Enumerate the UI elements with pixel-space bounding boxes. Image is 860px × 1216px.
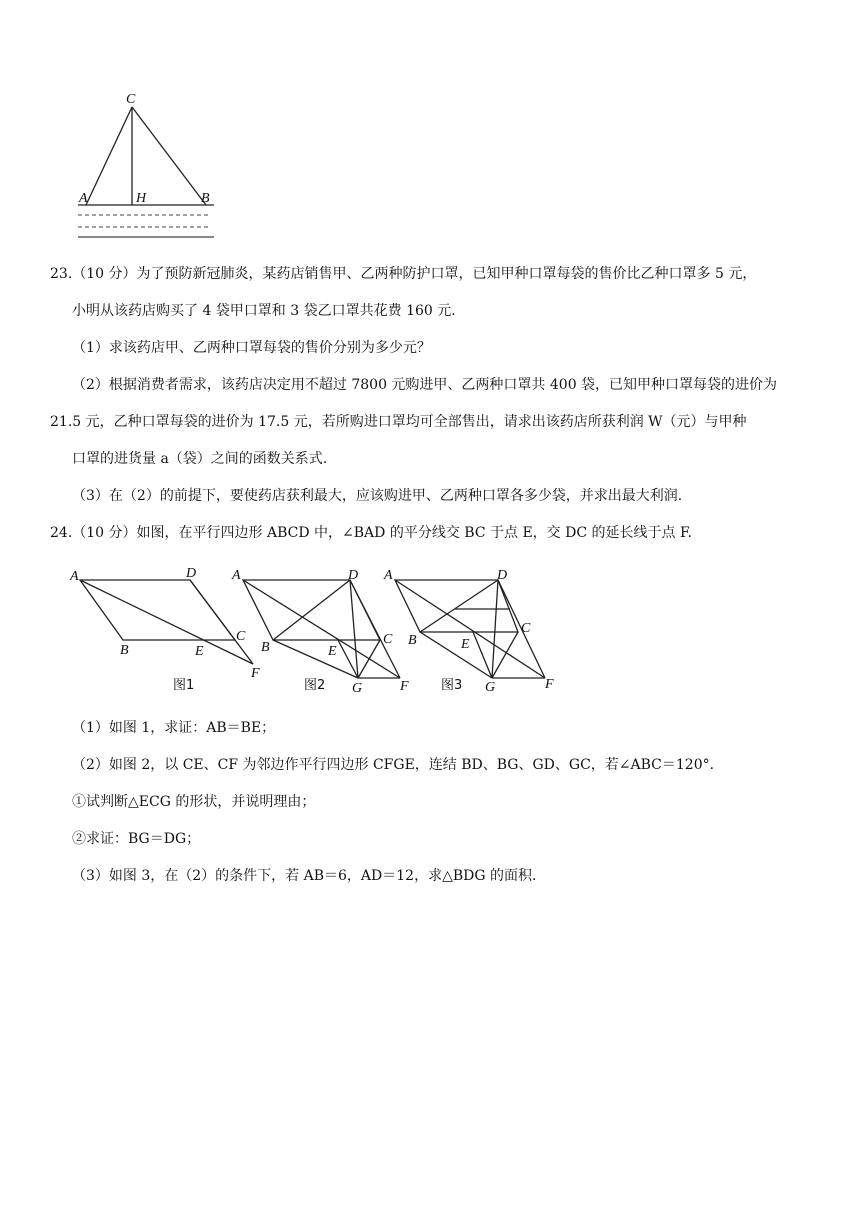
fig2-label-d: D (348, 568, 359, 583)
label-b: B (201, 191, 210, 206)
q23-line-1 (50, 265, 756, 283)
fig1-caption: 图1 (173, 678, 195, 693)
fig3-label-b: B (408, 633, 417, 648)
fig3-caption: 图3 (441, 678, 463, 693)
q24-number: 24. (50, 525, 73, 541)
label-c: C (126, 92, 136, 107)
fig2-label-f: F (400, 679, 409, 694)
fig1-label-c: C (236, 629, 246, 644)
q23-part-2-line-2: 21.5 元，乙种口罩每袋的进价为 17.5 元，若所购进口罩均可全部售出，请求出该药店所获利润 W（元）与甲种 (50, 414, 747, 430)
fig1-label-a: A (70, 569, 79, 584)
fig1-label-f: F (251, 666, 260, 681)
q24-part-3: （3）如图 3，在（2）的条件下，若 AB＝6，AD＝12，求△BDG 的面积. (72, 868, 537, 884)
fig2-label-e: E (328, 644, 337, 659)
q23-part-1: （1）求该药店甲、乙两种口罩每袋的售价分别为多少元？ (72, 340, 431, 356)
q23-part-2-line-3: 口罩的进货量 a（袋）之间的函数关系式. (72, 451, 328, 467)
q23-stem-1: 为了预防新冠肺炎，某药店销售甲、乙两种防护口罩，已知甲种口罩每袋的售价比乙种口罩多 5 元， (136, 266, 757, 282)
q24-stem: 如图，在平行四边形 ABCD 中，∠BAD 的平分线交 BC 于点 E，交 DC 的延长线于点 F. (136, 525, 692, 541)
parallelogram-figures (60, 560, 580, 695)
fig3-label-a: A (384, 568, 393, 583)
q23-stem-2: 小明从该药店购买了 4 袋甲口罩和 3 袋乙口罩共花费 160 元. (72, 303, 456, 319)
q24-score: （10 分） (72, 525, 137, 541)
fig1-label-e: E (195, 644, 204, 659)
fig3-label-f: F (545, 677, 554, 692)
triangle-figure (70, 85, 230, 245)
label-a: A (79, 191, 88, 206)
q24-line-1 (50, 524, 692, 542)
side-ac (86, 107, 132, 205)
figure-3 (383, 568, 554, 695)
fig3-label-g: G (485, 680, 496, 695)
fig3-label-d: D (497, 568, 508, 583)
q23-part-2-line-1: （2）根据消费者需求，该药店决定用不超过 7800 元购进甲、乙两种口罩共 400 袋，已知甲种口罩每袋的进价为 (72, 377, 778, 393)
fig2-caption: 图2 (304, 678, 326, 693)
q24-part-1: （1）如图 1，求证：AB＝BE； (72, 720, 276, 736)
fig2-label-a: A (232, 568, 241, 583)
fig1-label-d: D (186, 566, 197, 581)
fig2-label-g: G (352, 681, 363, 695)
q24-part-2: （2）如图 2，以 CE、CF 为邻边作平行四边形 CFGE，连结 BD、BG、GD、GC，若∠ABC＝120°． (72, 757, 724, 773)
fig1-label-b: B (120, 643, 129, 658)
fig3-label-c: C (521, 621, 531, 636)
q23-number: 23. (50, 266, 73, 282)
figure-1 (69, 566, 260, 693)
fig3-label-e: E (461, 637, 470, 652)
q24-part-2-ii: ②求证：BG＝DG； (72, 831, 201, 847)
q23-part-3: （3）在（2）的前提下，要使药店获利最大，应该购进甲、乙两种口罩各多少袋，并求出最大利润. (72, 488, 683, 504)
fig2-label-b: B (261, 640, 270, 655)
fig2-label-c: C (383, 632, 393, 647)
q23-score: （10 分） (72, 266, 137, 282)
label-h: H (136, 191, 147, 206)
q24-part-2-i: ①试判断△ECG 的形状，并说明理由； (72, 794, 316, 810)
